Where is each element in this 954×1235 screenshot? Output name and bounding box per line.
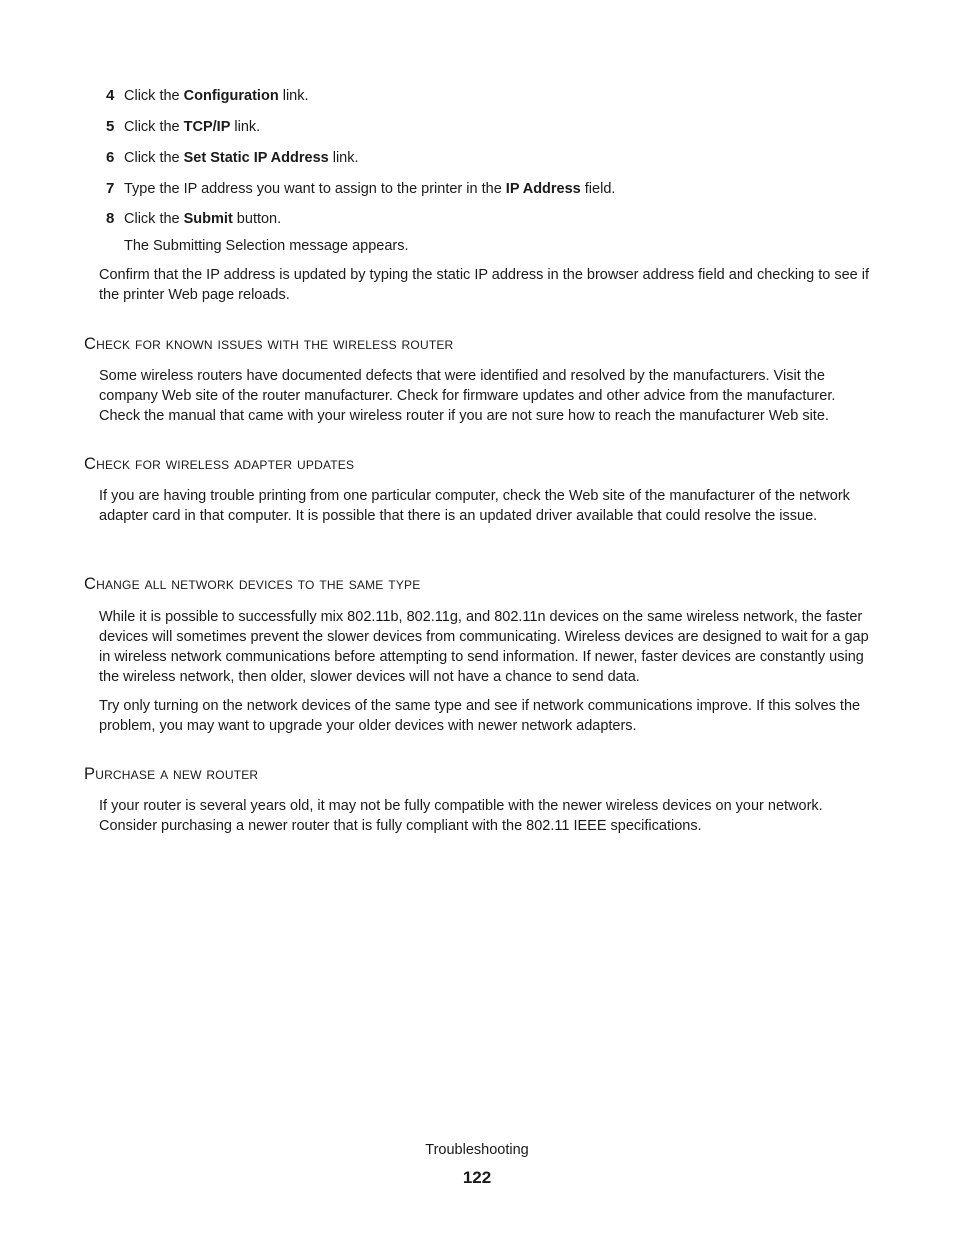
step-number: 8 — [106, 210, 115, 227]
step-text: field. — [580, 181, 616, 197]
step-text: link. — [230, 119, 261, 135]
step-6 — [106, 149, 359, 167]
step-text: Click the — [124, 150, 184, 166]
step-ui-term: Set Static IP Address — [183, 150, 329, 166]
step-8-note: The Submitting Selection message appears. — [124, 238, 409, 254]
step-text: Click the — [124, 88, 184, 104]
confirm-paragraph: Confirm that the IP address is updated by typing the static IP address in the browser address field and checking to see if the printer Web page reloads. — [99, 267, 870, 303]
step-5 — [106, 118, 260, 136]
step-text: Click the — [124, 211, 184, 227]
footer-section-label: Troubleshooting — [425, 1142, 529, 1158]
step-4 — [106, 87, 309, 105]
step-8 — [106, 210, 281, 228]
section-heading-same-type: Change all network devices to the same type — [84, 575, 421, 593]
step-7 — [106, 180, 615, 198]
step-ui-term: TCP/IP — [183, 119, 231, 135]
step-number: 5 — [106, 118, 115, 135]
page-number: 122 — [462, 1168, 492, 1187]
step-number: 6 — [106, 149, 115, 166]
step-ui-term: IP Address — [505, 181, 581, 197]
step-text: button. — [232, 211, 282, 227]
section-heading-router-issues: Check for known issues with the wireless router — [84, 335, 454, 353]
section-heading-new-router: Purchase a new router — [84, 765, 259, 783]
step-number: 4 — [106, 87, 115, 104]
section-paragraph: While it is possible to successfully mix 802.11b, 802.11g, and 802.11n devices on the same wireless network, the faster devices will sometimes prevent the slower devices from communicating. Wireless devices are designed to wait for a gap in wireless network communications before attempting to send information. If newer, faster devices are constantly using the wireless network, then older, slower devices will not have a chance to send data. — [99, 609, 869, 685]
section-paragraph: If your router is several years old, it may not be fully compatible with the newer wireless devices on your network. Consider purchasing a newer router that is fully compliant with the 802.11 IEEE specifications. — [99, 798, 823, 834]
section-paragraph: Some wireless routers have documented defects that were identified and resolved by the manufacturers. Visit the company Web site of the router manufacturer. Check for firmware updates and other advice from the manufacturer. Check the manual that came with your wireless router if you are not sure how to reach the manufacturer Web site. — [99, 368, 836, 424]
step-ui-term: Submit — [183, 211, 233, 227]
section-paragraph: If you are having trouble printing from one particular computer, check the Web site of the manufacturer of the network adapter card in that computer. It is possible that there is an updated driver available that could resolve the issue. — [99, 488, 850, 524]
step-text: link. — [278, 88, 309, 104]
step-text: Type the IP address you want to assign to the printer in the — [124, 181, 506, 197]
section-heading-adapter-updates: Check for wireless adapter updates — [84, 455, 355, 473]
step-ui-term: Configuration — [183, 88, 279, 104]
step-text: link. — [328, 150, 359, 166]
step-number: 7 — [106, 180, 115, 197]
section-paragraph: Try only turning on the network devices of the same type and see if network communications improve. If this solves the problem, you may want to upgrade your older devices with newer network adapters. — [99, 698, 861, 734]
step-text: Click the — [124, 119, 184, 135]
